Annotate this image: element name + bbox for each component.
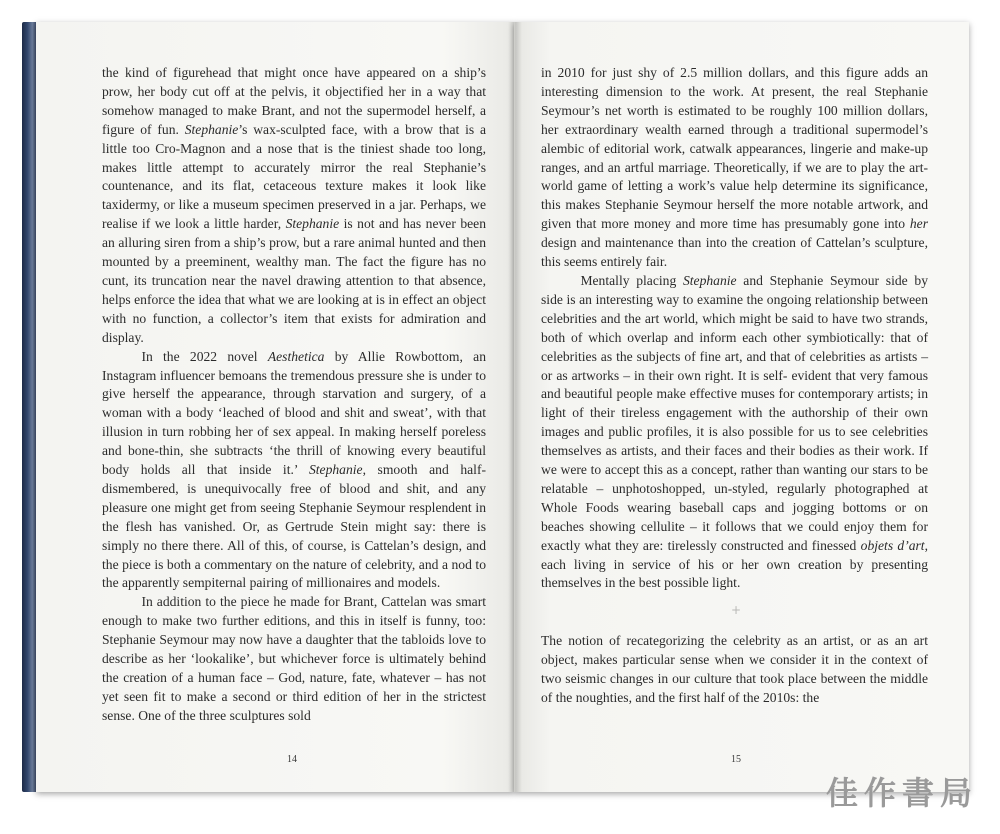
paragraph — [102, 593, 486, 725]
book-gutter — [508, 22, 522, 792]
paragraph — [102, 348, 486, 594]
italic-text: her — [909, 216, 928, 232]
text-run: ’s wax-sculpted face, with a brow that is a little too Cro-Magnon and a nose that is the tiniest shade too long, makes little attempt to accurately mirror the real Stephanie’s countenance, and its flat, cetaceous texture makes it look like taxidermy, or like a museum specimen preserved in a jar. Perhaps, we realise if we look a little harder, — [102, 121, 486, 232]
italic-text: Stephanie — [682, 272, 737, 288]
paragraph — [541, 272, 928, 593]
page-number-right: 15 — [731, 754, 741, 765]
paragraph — [541, 64, 928, 272]
page-number-left: 14 — [287, 754, 297, 765]
text-run: design and maintenance than into the creation of Cattelan’s sculpture, this seems entirely fair. — [541, 235, 928, 270]
paragraph — [102, 64, 486, 348]
italic-text: Stephanie — [184, 121, 239, 137]
text-run: and Stephanie Seymour side by side is an interesting way to examine the ongoing relationship between celebrities and the art world, which might be said to have two strands, both of which overlap and inform each other symbiotically: that of celebrities as the subjects of fine art, and that of celebrities as artists – or as artworks – in their own right. It is self- evident that very famous and beautiful people make effective muses for contemporary artists; in light of their tireless engagement with the authorship of their own images and public profiles, it is also possible for us to see celebrities themselves as artists, and their faces and their bodies as their work. If we were to accept this as a concept, rather than wanting our stars to be relatable – unphotoshopped, un-styled, regularly photographed at Whole Foods wearing baseball caps and jogging bottoms or on beaches showing cellulite – it follows that we could enjoy them for exactly what they are: tirelessly constructed and finessed — [541, 272, 928, 553]
text-run: in 2010 for just shy of 2.5 million dollars, and this figure adds an interesting dimension to the work. At present, the real Stephanie Seymour’s net worth is estimated to be roughly 100 million dollars, her extraordinary wealth earned through a traditional supermodel’s alembic of editorial work, catwalk appearances, lingerie and make-up ranges, and an artful marriage. Theoretically, if we are to play the art-world game of letting a work’s value help determine its significance, this makes Stephanie Seymour herself the more notable artwork, and given that more money and more time has presumably gone into — [541, 65, 928, 232]
publisher-watermark: 佳作書局 — [826, 774, 979, 812]
right-page-section2-body — [541, 632, 928, 708]
text-run: by Allie Rowbottom, an Instagram influencer bemoans the tremendous pressure she is under to give herself the appearance, through starvation and surgery, of a woman with a body ‘leached of blood and shit and sweat’, with that illusion in turn robbing her of sex appeal. In making herself poreless and bone-thin, she subtracts ‘the thrill of knowing every beautiful body holds all that inside it.’ — [102, 348, 486, 478]
left-page-body — [102, 64, 486, 726]
text-run: The notion of recategorizing the celebrity as an artist, or as an art object, makes particular sense when we consider it in the context of two seismic changes in our culture that took place between the middle of the noughties, and the first half of the 2010s: the — [541, 633, 928, 705]
section-break-ornament: + — [731, 603, 742, 617]
italic-text: Stephanie — [308, 462, 363, 478]
italic-text: Aesthetica — [267, 348, 325, 364]
italic-text: objets d’art — [860, 537, 925, 553]
text-run: the kind of figurehead that might once have appeared on a ship’s prow, her body cut off at the pelvis, it objectified her in a way that somehow managed to make Brant, and not the supermodel herself, a figure of fun. — [102, 65, 486, 137]
right-page-body — [541, 64, 928, 593]
text-run: In the 2022 novel — [141, 348, 268, 364]
text-run: , smooth and half-dismembered, is unequivocally free of blood and shit, and any pleasure one might get from seeing Stephanie Seymour resplendent in the flesh has vanished. Or, as Gertrude Stein might say: there is simply no there there. All of this, of course, is Cattelan’s design, and the piece is both a commentary on the nature of celebrity, and a nod to the apparently sempiternal pairing of millionaires and models. — [102, 462, 486, 591]
text-run: is not and has never been an alluring siren from a ship’s prow, but a rare animal hunted and then mounted by a preeminent, wealthy man. The fact the figure has no cunt, its truncation near the navel drawing attention to that absence, helps enforce the idea that what we are looking at is in effect an object with no function, a collector’s item that exists for admiration and display. — [102, 216, 486, 345]
text-run: Mentally placing — [580, 272, 683, 288]
text-run: In addition to the piece he made for Brant, Cattelan was smart enough to make two further editions, and this in itself is funny, too: Stephanie Seymour may now have a daughter that the tabloids love to describe as her ‘lookalike’, but whichever force is ultimately behind the creation of a human face – God, nature, fate, whatever – has not yet seen fit to make a second or third edition of her in the strictest sense. One of the three sculptures sold — [102, 594, 486, 723]
text-run: , each living in service of his or her own creation by presenting themselves in the best possible light. — [541, 537, 928, 591]
paragraph — [541, 632, 928, 708]
italic-text: Stephanie — [285, 216, 340, 232]
